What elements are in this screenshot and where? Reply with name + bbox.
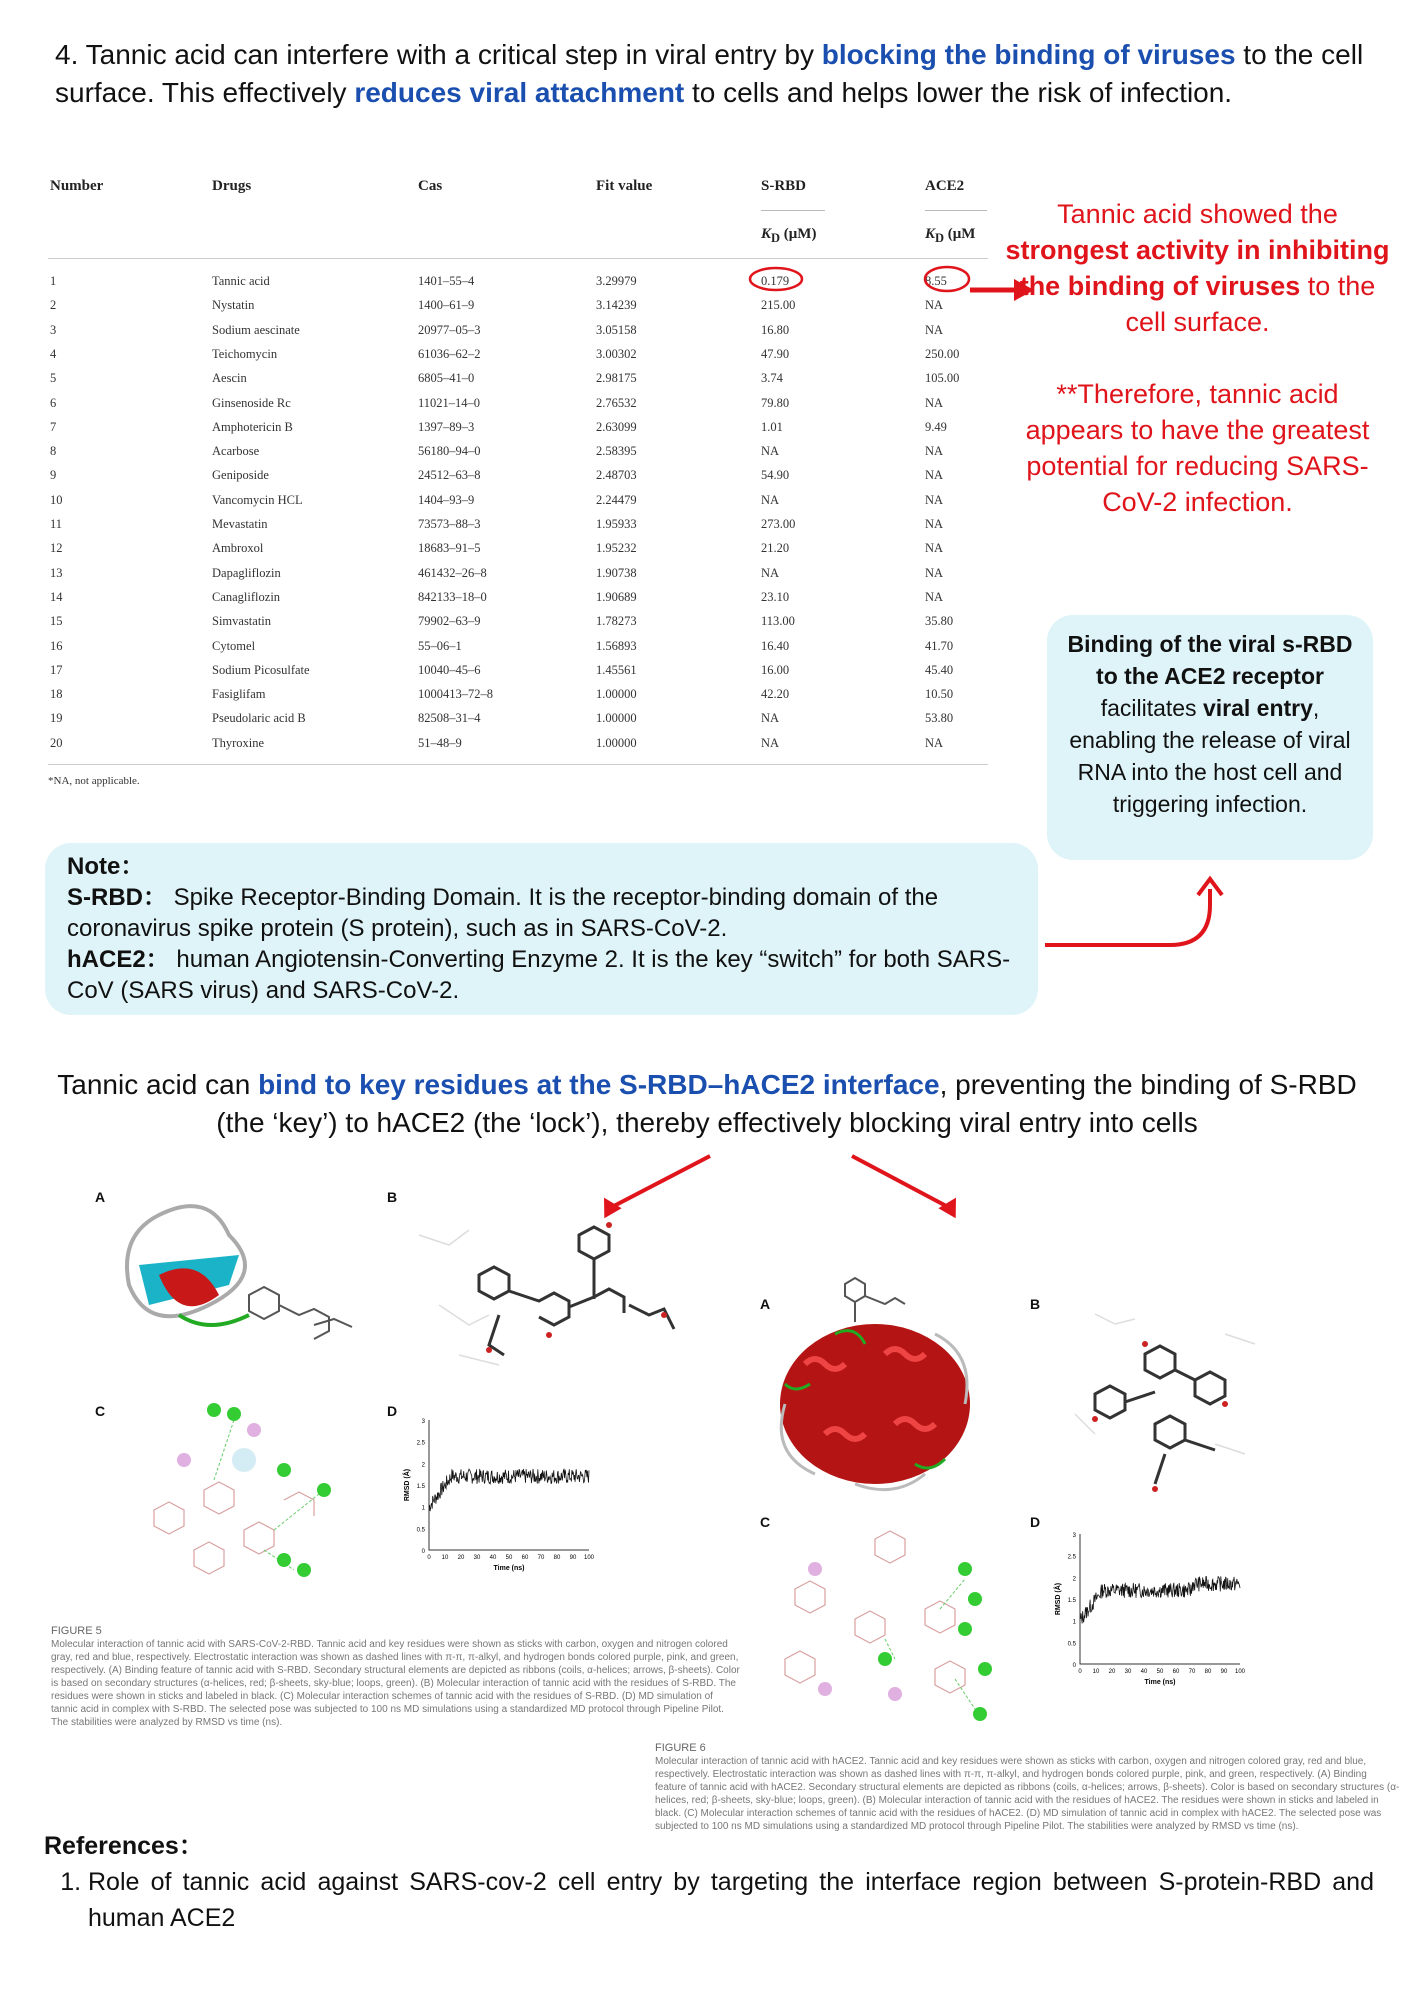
y-axis-label: RMSD (Å) <box>404 1468 411 1502</box>
panel-label: D <box>387 1403 398 1419</box>
table-cell: 1.01 <box>761 419 783 434</box>
table-cell: 1404–93–9 <box>418 492 475 507</box>
label: S-RBD： <box>67 884 167 911</box>
k: K <box>761 226 772 242</box>
col-header: Cas <box>418 178 443 194</box>
conclusion-p2: **Therefore, tannic acid appears to have the greatest potential for reducing SARS-CoV-2 infection. <box>1025 379 1370 517</box>
bold: strongest activity in inhibiting the binding of viruses <box>1005 235 1390 301</box>
figure-5-caption <box>51 1625 741 1729</box>
table-cell: Thyroxine <box>212 735 265 750</box>
table-cell: Amphotericin B <box>212 419 293 434</box>
text: 4. Tannic acid can interfere with a critical step in viral entry by <box>55 39 822 70</box>
circle-srbd <box>750 268 802 290</box>
table-cell: 1000413–72–8 <box>418 687 493 702</box>
table-row <box>48 687 988 711</box>
table-row <box>48 468 988 492</box>
y-tick: 2 <box>1072 1576 1076 1583</box>
divider <box>761 210 825 211</box>
table-cell: 7 <box>50 419 57 434</box>
panel-label: A <box>760 1296 771 1312</box>
table-cell: 1.90738 <box>596 565 637 580</box>
table-cell: 8 <box>50 444 57 459</box>
circle-ace2 <box>925 267 969 291</box>
table-cell: 54.90 <box>761 468 790 483</box>
reference-item: 1. Role of tannic acid against SARS-cov-2 cell entry by targeting the interface region between S-protein-RBD and human ACE2 <box>88 1864 1374 1936</box>
table-cell: 1401–55–4 <box>418 274 475 288</box>
y-tick: 2.5 <box>416 1440 425 1447</box>
figure-6-caption <box>655 1742 1400 1833</box>
x-axis-label: Time (ns) <box>1144 1679 1176 1686</box>
table-cell: 1.45561 <box>596 662 637 677</box>
label: hACE2： <box>67 946 170 973</box>
table-cell: Dapagliflozin <box>212 565 281 580</box>
y-tick: 0 <box>1072 1663 1076 1669</box>
table-cell: Vancomycin HCL <box>212 492 303 507</box>
panel-label: D <box>1030 1514 1041 1530</box>
table-cell: NA <box>925 589 944 604</box>
bold: viral entry <box>1202 695 1313 721</box>
table-cell: Tannic acid <box>212 274 270 288</box>
text: to cells and helps lower the risk of infection. <box>684 77 1233 108</box>
table-cell: 51–48–9 <box>418 735 462 750</box>
table-cell: NA <box>925 298 944 313</box>
col-header: Number <box>50 178 104 194</box>
table-cell: Cytomel <box>212 638 256 653</box>
y-tick: 1 <box>421 1505 425 1512</box>
x-tick: 100 <box>583 1555 595 1561</box>
table-row <box>48 663 988 687</box>
table-row <box>48 711 988 735</box>
table-row <box>48 566 988 590</box>
table-cell: Simvastatin <box>212 614 272 629</box>
text: , preventing the binding of S-RBD (the ‘key’) to hACE2 (the ‘lock’), thereby effectively blocking viral entry into cells <box>216 1069 1357 1138</box>
kd-unit <box>925 226 975 246</box>
table-row <box>48 590 988 614</box>
x-tick: 0 <box>1078 1669 1082 1675</box>
table-cell: Ginsenoside Rc <box>212 395 291 410</box>
table-cell: 19 <box>50 711 63 726</box>
x-tick: 90 <box>569 1555 577 1561</box>
y-tick: 3 <box>1072 1533 1076 1539</box>
x-tick: 70 <box>537 1555 545 1561</box>
table-cell: NA <box>925 444 944 459</box>
table-cell: 3.29979 <box>596 274 637 288</box>
table-cell: NA <box>925 735 944 750</box>
table-cell: Sodium aescinate <box>212 322 300 337</box>
table-cell: 2.98175 <box>596 371 637 386</box>
table-row <box>48 396 988 420</box>
table-cell: Canagliflozin <box>212 589 281 604</box>
sub: D <box>935 231 945 245</box>
table-cell: Mevastatin <box>212 517 268 531</box>
divider <box>48 764 988 765</box>
table-cell: 56180–94–0 <box>418 444 481 459</box>
table-cell: Sodium Picosulfate <box>212 662 310 677</box>
bold: Binding of the viral s-RBD to the ACE2 receptor <box>1067 631 1353 689</box>
text: to the cell surface. <box>1125 271 1376 337</box>
conclusion-note <box>1005 196 1390 520</box>
x-tick: 60 <box>521 1555 529 1561</box>
table-cell: Ambroxol <box>212 541 264 556</box>
conclusion-p1 <box>1005 196 1390 340</box>
x-tick: 50 <box>505 1555 513 1561</box>
table-cell: NA <box>761 565 780 580</box>
table-cell: 16 <box>50 638 63 653</box>
table-row <box>48 323 988 347</box>
text: , enabling the release of viral RNA into the host cell and triggering infection. <box>1069 695 1351 817</box>
table-row <box>48 736 988 760</box>
table-cell: 3.74 <box>761 371 783 386</box>
table-cell: 35.80 <box>925 614 954 629</box>
panel-label: B <box>1030 1296 1041 1312</box>
highlight: bind to key residues at the S-RBD–hACE2 interface <box>258 1069 940 1100</box>
y-tick: 2.5 <box>1067 1554 1076 1561</box>
binding-info-box <box>1047 615 1373 860</box>
divider <box>925 210 987 211</box>
table-cell: 47.90 <box>761 346 790 361</box>
caption-text: Molecular interaction of tannic acid with hACE2. Tannic acid and key residues were shown as sticks with carbon, oxygen and nitrogen colored gray, red and blue, respectively. Electrostatic interaction was shown as dashed lines with π-π, π-alkyl, and hydrogen bonds colored purple, pink, and green, respectively. (A) Binding feature of tannic acid with hACE2. Secondary structural elements are depicted as ribbons (coils, α-helices; arrows, β-sheets). Color is based on secondary structures (α-helices, red; β-sheets, sky-blue; loops, green). (B) Molecular interaction of tannic acid with the residues of hACE2. The residues were shown in sticks and labeled in black. (C) Molecular interaction schemes of tannic acid with the residues of hACE2. (D) MD simulation of tannic acid in complex with hACE2. The selected pose was subjected to 100 ns MD simulations using a standardized MD protocol through Pipeline Pilot. The stabilities were analyzed by RMSD vs time (ns). <box>655 1756 1400 1832</box>
table-cell: 2.48703 <box>596 468 637 483</box>
col-header: S-RBD <box>761 178 807 194</box>
table-cell: 11021–14–0 <box>418 395 481 410</box>
table-cell: Fasiglifam <box>212 687 266 702</box>
x-tick: 60 <box>1172 1669 1180 1675</box>
table-cell: 6805–41–0 <box>418 371 475 386</box>
caption-text: Molecular interaction of tannic acid with SARS-CoV-2-RBD. Tannic acid and key residues were shown as sticks with carbon, oxygen and nitrogen colored gray, red and blue, respectively. Electrostatic interaction was shown as dashed lines with π-π, π-alkyl, and hydrogen bonds colored purple, pink, and green, respectively. (A) Binding feature of tannic acid with S-RBD. Secondary structural elements are depicted as ribbons (coils, α-helices; arrows, β-sheets). Color is based on secondary structures (α-helices, red; β-sheets, sky-blue; loops, green). (B) Molecular interaction of tannic acid with the residues of S-RBD. The residues were shown in sticks and labeled in black. (C) Molecular interaction schemes of tannic acid with the residues of S-RBD. (D) MD simulation of tannic acid in complex with S-RBD. The selected pose was subjected to 100 ns MD simulations using a standardized MD protocol through Pipeline Pilot. The stabilities were analyzed by RMSD vs time (ns). <box>51 1639 740 1728</box>
sub: D <box>771 231 781 245</box>
table-cell: 3 <box>50 322 57 337</box>
binding-residues-image <box>399 1195 689 1385</box>
caption-title: FIGURE 6 <box>655 1742 706 1754</box>
text: human Angiotensin-Converting Enzyme 2. It is the key “switch” for both SARS-CoV (SARS virus) and SARS-CoV-2. <box>67 946 1011 1004</box>
table-cell: 1.95232 <box>596 541 637 556</box>
table-cell: NA <box>925 492 944 507</box>
text: facilitates <box>1100 695 1203 721</box>
note-srbd <box>67 882 1016 944</box>
y-tick: 0 <box>421 1549 425 1555</box>
table-cell: 16.00 <box>761 662 790 677</box>
y-tick: 1 <box>1072 1619 1076 1626</box>
x-tick: 10 <box>1092 1669 1100 1675</box>
references-list <box>44 1864 1374 1936</box>
kd-unit <box>761 226 816 246</box>
table-cell: 1397–89–3 <box>418 419 475 434</box>
table-cell: NA <box>761 444 780 459</box>
table-cell: 53.80 <box>925 711 954 726</box>
table-cell: 1.78273 <box>596 614 637 629</box>
table-row <box>48 493 988 517</box>
arrow-down-right-icon <box>852 1156 965 1218</box>
table-cell: Nystatin <box>212 298 255 313</box>
y-axis-label: RMSD (Å) <box>1055 1582 1062 1616</box>
table-cell: 20 <box>50 735 63 750</box>
y-tick: 3 <box>421 1419 425 1425</box>
table-row <box>48 444 988 468</box>
table-cell: 273.00 <box>761 517 796 531</box>
footnote: *NA, not applicable. <box>48 775 140 787</box>
table-cell: 2.76532 <box>596 395 637 410</box>
note-box <box>45 843 1038 1015</box>
table-cell: 18683–91–5 <box>418 541 481 556</box>
table-cell: 16.80 <box>761 322 790 337</box>
rmsd-plot-s-rbd <box>399 1410 599 1590</box>
x-tick: 30 <box>473 1555 481 1561</box>
table-cell: 2.63099 <box>596 419 637 434</box>
table-cell: 15 <box>50 614 63 629</box>
y-tick: 1.5 <box>1067 1598 1076 1604</box>
table-cell: Acarbose <box>212 444 260 459</box>
col-header: Fit value <box>596 178 653 194</box>
table-cell: 10 <box>50 492 63 507</box>
table-cell: 23.10 <box>761 589 790 604</box>
table-cell: 105.00 <box>925 371 960 386</box>
table-cell: 3.14239 <box>596 298 637 313</box>
table-cell: NA <box>925 541 944 556</box>
table-cell: 16.40 <box>761 638 790 653</box>
text: to the cell surface. This effectively <box>55 39 1364 108</box>
text: Tannic acid showed the <box>1057 199 1338 229</box>
table-cell: 13 <box>50 565 63 580</box>
table-cell: 10.50 <box>925 687 954 702</box>
table-row <box>48 517 988 541</box>
rmsd-line <box>1080 1576 1240 1623</box>
table-cell: NA <box>925 468 944 483</box>
table-cell: 73573–88–3 <box>418 517 481 531</box>
table-cell: 5 <box>50 371 57 386</box>
table-cell: 41.70 <box>925 638 954 653</box>
ace2-interaction-scheme-image <box>765 1519 1005 1739</box>
ace2-binding-residues-image <box>1055 1294 1285 1504</box>
panel-label: B <box>387 1189 398 1205</box>
protein-ribbon-image <box>119 1195 369 1385</box>
table-row <box>48 420 988 444</box>
rmsd-line <box>429 1469 589 1511</box>
table-cell: 61036–62–2 <box>418 346 481 361</box>
curved-arrow-icon <box>1040 875 1230 955</box>
table-cell: Pseudolaric acid B <box>212 711 306 726</box>
table-cell: 1.56893 <box>596 638 637 653</box>
table-cell: 12 <box>50 541 63 556</box>
x-tick: 80 <box>553 1555 561 1561</box>
x-tick: 40 <box>489 1555 497 1561</box>
table-cell: NA <box>925 565 944 580</box>
table-cell: 215.00 <box>761 298 796 313</box>
table-row <box>48 614 988 638</box>
text: Spike Receptor-Binding Domain. It is the receptor-binding domain of the coronavirus spike protein (S protein), such as in SARS-CoV-2. <box>67 884 939 942</box>
table-cell: NA <box>925 395 944 410</box>
table-cell: NA <box>925 322 944 337</box>
x-tick: 70 <box>1188 1669 1196 1675</box>
table-cell: 9.49 <box>925 419 947 434</box>
x-axis-label: Time (ns) <box>493 1565 525 1572</box>
x-tick: 20 <box>457 1555 465 1561</box>
caption-title: FIGURE 5 <box>51 1625 102 1637</box>
table-cell: 1.95933 <box>596 517 637 531</box>
x-tick: 90 <box>1220 1669 1228 1675</box>
table-cell: 18 <box>50 687 63 702</box>
y-tick: 1.5 <box>416 1484 425 1490</box>
table-cell: 113.00 <box>761 614 795 629</box>
table-cell: 11 <box>50 517 63 531</box>
unit: (μM <box>944 226 976 242</box>
table-cell: 3.00302 <box>596 346 637 361</box>
panel-label: C <box>95 1403 106 1419</box>
unit: (μM) <box>780 226 817 242</box>
panel-label: C <box>760 1514 771 1530</box>
figure-5 <box>51 1185 740 1728</box>
table-cell: 1.90689 <box>596 589 637 604</box>
table-cell: 4 <box>50 346 57 361</box>
y-tick: 2 <box>421 1462 425 1469</box>
x-tick: 80 <box>1204 1669 1212 1675</box>
table-cell: 842133–18–0 <box>418 589 487 604</box>
table-cell: 55–06–1 <box>418 638 462 653</box>
table-row <box>48 541 988 565</box>
note-hace2 <box>67 944 1016 1006</box>
table-cell: 24512–63–8 <box>418 468 481 483</box>
rmsd-plot-hace2 <box>1050 1524 1250 1704</box>
table-cell: 17 <box>50 662 63 677</box>
table-cell: 82508–31–4 <box>418 711 481 726</box>
table-row <box>48 371 988 395</box>
table-cell: 9 <box>50 468 57 483</box>
col-header: ACE2 <box>925 178 965 194</box>
interaction-scheme-image <box>114 1400 374 1600</box>
divider <box>48 258 988 259</box>
table-cell: Geniposide <box>212 468 269 483</box>
table-cell: 2.24479 <box>596 492 637 507</box>
table-cell: 10040–45–6 <box>418 662 481 677</box>
axes <box>1080 1534 1240 1664</box>
table-cell: 1.00000 <box>596 687 637 702</box>
highlight: reduces viral attachment <box>354 77 685 108</box>
col-header: Drugs <box>212 178 252 194</box>
references <box>44 1828 1374 1936</box>
interface-paragraph <box>40 1066 1374 1142</box>
y-tick: 0.5 <box>1067 1641 1076 1648</box>
x-tick: 10 <box>441 1555 449 1561</box>
table-cell: 79902–63–9 <box>418 614 481 629</box>
k: K <box>925 226 936 242</box>
note-title: Note： <box>67 853 145 880</box>
table-cell: 1 <box>50 274 57 288</box>
y-tick: 0.5 <box>416 1527 425 1534</box>
table-cell: 1.00000 <box>596 735 637 750</box>
x-tick: 40 <box>1140 1669 1148 1675</box>
table-cell: NA <box>761 492 780 507</box>
table-cell: NA <box>925 517 944 531</box>
table-cell: 461432–26–8 <box>418 565 487 580</box>
x-tick: 30 <box>1124 1669 1132 1675</box>
table-cell: 6 <box>50 395 57 410</box>
x-tick: 50 <box>1156 1669 1164 1675</box>
panel-label: A <box>95 1189 106 1205</box>
table-cell: 45.40 <box>925 662 954 677</box>
table-cell: Aescin <box>212 371 247 386</box>
table-cell: 1400–61–9 <box>418 298 475 313</box>
table-cell: 42.20 <box>761 687 790 702</box>
table-row <box>48 639 988 663</box>
x-tick: 0 <box>427 1555 431 1561</box>
axes <box>429 1420 589 1550</box>
table-cell: NA <box>761 735 780 750</box>
table-cell: 14 <box>50 589 63 604</box>
table-cell: 2 <box>50 298 57 313</box>
ace2-ribbon-image <box>765 1274 985 1504</box>
table-cell: Teichomycin <box>212 346 278 361</box>
table-cell: 1.00000 <box>596 711 637 726</box>
table-cell: 3.05158 <box>596 322 637 337</box>
table-cell: NA <box>761 711 780 726</box>
table-cell: 79.80 <box>761 395 790 410</box>
intro-paragraph <box>55 36 1375 112</box>
x-tick: 100 <box>1234 1669 1246 1675</box>
table-row <box>48 347 988 371</box>
table-cell: 0.179 <box>761 274 790 288</box>
highlight: blocking the binding of viruses <box>821 39 1236 70</box>
table-cell: 2.58395 <box>596 444 637 459</box>
table-cell: 250.00 <box>925 346 960 361</box>
table-cell: 21.20 <box>761 541 790 556</box>
references-title: References： <box>44 1832 204 1860</box>
text: Tannic acid can <box>57 1069 259 1100</box>
table-cell: 8.55 <box>925 274 947 288</box>
x-tick: 20 <box>1108 1669 1116 1675</box>
table-cell: 20977–05–3 <box>418 322 481 337</box>
figure-6 <box>655 1274 1405 1832</box>
